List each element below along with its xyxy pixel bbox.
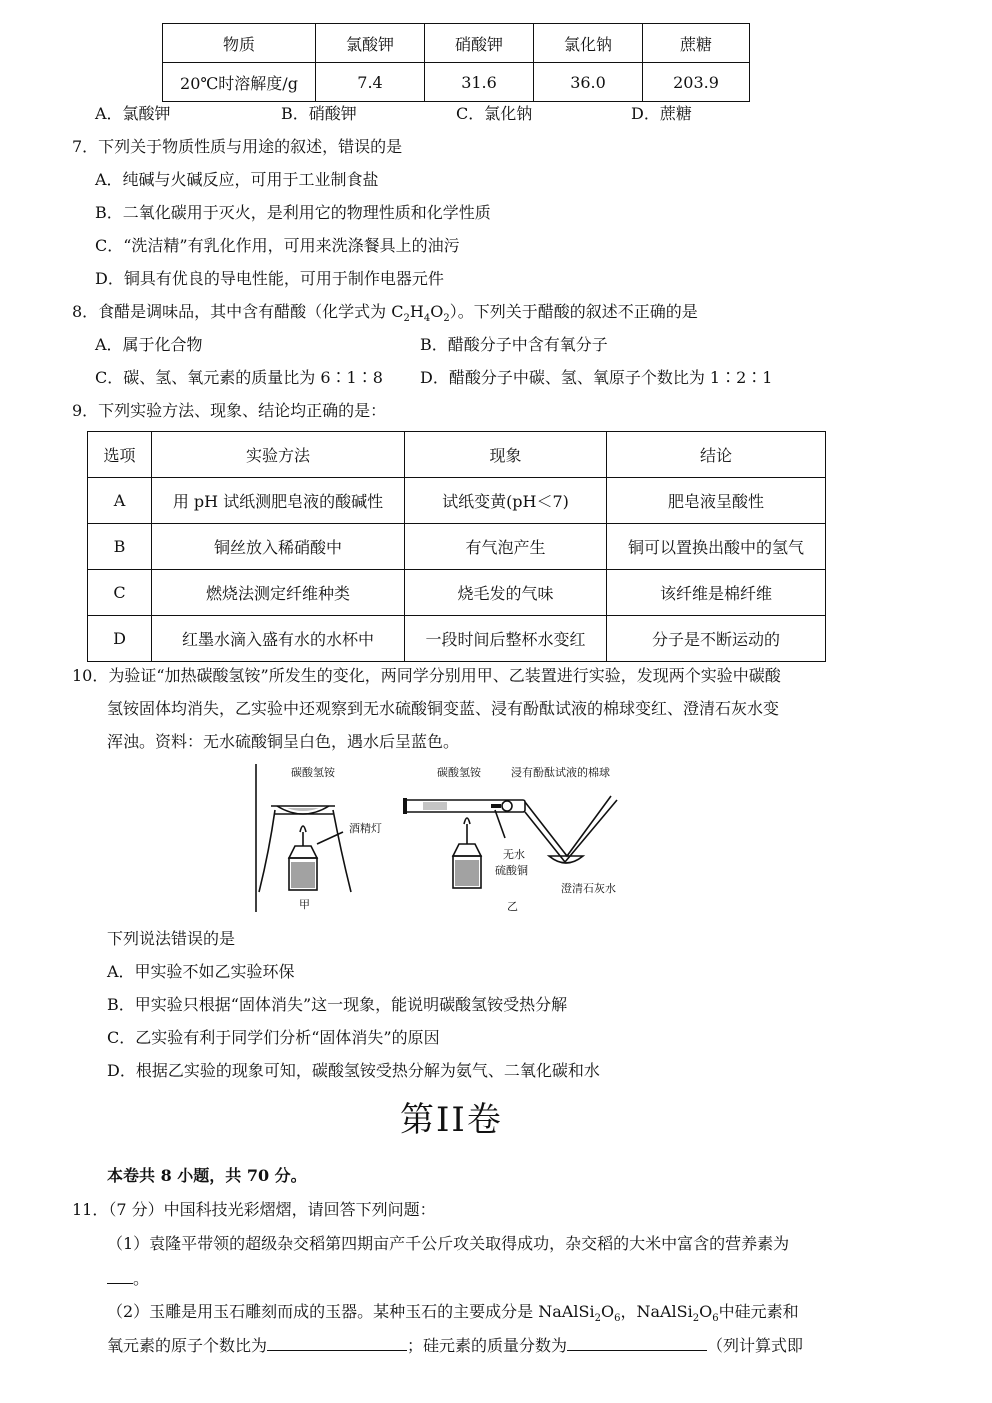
table-cell: D — [88, 616, 152, 662]
lamp-hatch — [291, 862, 315, 888]
table-cell: 31.6 — [425, 63, 534, 102]
table-cell: 烧毛发的气味 — [405, 570, 607, 616]
q11-part2-text: O — [600, 1302, 615, 1321]
table-cell: 铜可以置换出酸中的氢气 — [607, 524, 826, 570]
q11-part1-answer-line — [107, 1266, 149, 1289]
q7-stem: 7．下列关于物质性质与用途的叙述，错误的是 — [72, 137, 403, 156]
table-header: 选项 — [88, 432, 152, 478]
q8-option-b: B．醋酸分子中含有氧分子 — [420, 335, 608, 354]
table-cell: 203.9 — [643, 63, 750, 102]
q11-part2-text: （列计算式即 — [707, 1336, 804, 1355]
table-row — [88, 478, 826, 524]
q8-option-c: C．碳、氢、氧元素的质量比为 6∶1∶8 — [95, 368, 383, 387]
subscript: 2 — [594, 1313, 601, 1325]
q6-option-b: B．硝酸钾 — [281, 104, 357, 123]
table-cell: 肥皂液呈酸性 — [607, 478, 826, 524]
subscript: 2 — [443, 313, 450, 325]
punctuation: 。 — [133, 1269, 150, 1288]
table-row — [88, 524, 826, 570]
label-yi: 乙 — [507, 900, 518, 913]
q10-line3: 浑浊。资料：无水硫酸铜呈白色，遇水后呈蓝色。 — [107, 732, 460, 751]
table-header: 实验方法 — [152, 432, 405, 478]
table-cell: 分子是不断运动的 — [607, 616, 826, 662]
label-nh4hco3-b: 碳酸氢铵 — [437, 766, 481, 779]
label-anhydrous: 无水 — [503, 848, 525, 861]
q9-stem: 9．下列实验方法、现象、结论均正确的是： — [72, 401, 387, 420]
table-cell: 有气泡产生 — [405, 524, 607, 570]
table-row — [163, 24, 750, 63]
q11-part2-text: 氧元素的原子个数比为 — [107, 1336, 268, 1355]
subscript: 2 — [403, 313, 410, 325]
q10-option-a: A．甲实验不如乙实验环保 — [107, 962, 295, 981]
table-cell: C — [88, 570, 152, 616]
table-cell: 红墨水滴入盛有水的水杯中 — [152, 616, 405, 662]
answer-blank[interactable] — [567, 1349, 707, 1351]
q8-option-a: A．属于化合物 — [95, 335, 203, 354]
q10-option-c: C．乙实验有利于同学们分析“固体消失”的原因 — [107, 1028, 440, 1047]
label-nh4hco3-a: 碳酸氢铵 — [291, 766, 335, 779]
q11-part2 — [107, 1299, 799, 1324]
table-header: 蔗糖 — [643, 24, 750, 63]
answer-blank[interactable] — [107, 1282, 133, 1284]
q7-option-a: A．纯碱与火碱反应，可用于工业制食盐 — [95, 170, 379, 189]
subscript: 6 — [712, 1313, 719, 1325]
table-row — [88, 432, 826, 478]
q8-stem-part: 8．食醋是调味品，其中含有醋酸（化学式为 C — [72, 302, 404, 321]
q10-apparatus-figure — [255, 762, 657, 914]
subscript: 4 — [423, 313, 431, 325]
q11-part2-text: O — [699, 1302, 713, 1321]
table-row — [163, 63, 750, 102]
table-cell: 36.0 — [534, 63, 643, 102]
table-cell: B — [88, 524, 152, 570]
table-header: 结论 — [607, 432, 826, 478]
table-header: 现象 — [405, 432, 607, 478]
q6-solubility-table — [162, 23, 750, 102]
q11-part2-line2 — [107, 1333, 803, 1356]
table-cell: 该纤维是棉纤维 — [607, 570, 826, 616]
table-cell: 试纸变黄(pH＜7) — [405, 478, 607, 524]
answer-blank[interactable] — [267, 1349, 407, 1351]
q6-option-c: C．氯化钠 — [456, 104, 533, 123]
table-row — [88, 616, 826, 662]
q7-option-b: B．二氧化碳用于灭火，是利用它的物理性质和化学性质 — [95, 203, 491, 222]
table-cell: A — [88, 478, 152, 524]
q8-stem-part: O — [430, 302, 444, 321]
q7-option-c: C．“洗洁精”有乳化作用，可用来洗涤餐具上的油污 — [95, 236, 460, 255]
table-header: 氯化钠 — [534, 24, 643, 63]
q10-line2: 氢铵固体均消失，乙实验中还观察到无水硫酸铜变蓝、浸有酚酞试液的棉球变红、澄清石灰水变 — [107, 699, 780, 718]
subscript: 6 — [614, 1313, 621, 1325]
table-cell: 燃烧法测定纤维种类 — [152, 570, 405, 616]
q11-part2-text: （2）玉雕是用玉石雕刻而成的玉器。某种玉石的主要成分是 NaAlSi — [107, 1302, 595, 1321]
table-cell: 铜丝放入稀硝酸中 — [152, 524, 405, 570]
label-limewater: 澄清石灰水 — [561, 882, 616, 895]
label-copper-sulfate: 硫酸铜 — [495, 864, 528, 877]
q10-line1: 10．为验证“加热碳酸氢铵”所发生的变化，两同学分别用甲、乙装置进行实验，发现两个实验中碳酸 — [72, 666, 781, 685]
table-header: 硝酸钾 — [425, 24, 534, 63]
q10-option-d: D．根据乙实验的现象可知，碳酸氢铵受热分解为氨气、二氧化碳和水 — [107, 1061, 600, 1080]
section-title: 第II卷 — [400, 1100, 503, 1140]
table-cell: 20℃时溶解度/g — [163, 63, 316, 102]
q11-stem: 11．（7 分）中国科技光彩熠熠，请回答下列问题： — [72, 1200, 436, 1219]
q9-experiment-table — [87, 431, 826, 662]
q10-prompt: 下列说法错误的是 — [107, 929, 236, 948]
q7-option-d: D．铜具有优良的导电性能，可用于制作电器元件 — [95, 269, 444, 288]
label-phenolphthalein-cotton: 浸有酚酞试液的棉球 — [511, 766, 610, 779]
q11-part2-text: ，NaAlSi — [620, 1302, 693, 1321]
q11-part2-text: ；硅元素的质量分数为 — [407, 1336, 568, 1355]
q8-stem-part: H — [409, 302, 424, 321]
subscript: 2 — [692, 1313, 700, 1325]
table-header: 氯酸钾 — [316, 24, 425, 63]
q8-option-d: D．醋酸分子中碳、氢、氧原子个数比为 1∶2∶1 — [420, 368, 773, 387]
table-row — [88, 570, 826, 616]
q8-stem — [72, 299, 698, 324]
q6-option-d: D．蔗糖 — [631, 104, 692, 123]
q11-part1: （1）袁隆平带领的超级杂交稻第四期亩产千公斤攻关取得成功，杂交稻的大米中富含的营养素为 — [107, 1234, 790, 1253]
table-header: 物质 — [163, 24, 316, 63]
label-alcohol-lamp: 酒精灯 — [349, 822, 382, 835]
section-intro: 本卷共 8 小题，共 70 分。 — [107, 1166, 307, 1185]
table-cell: 7.4 — [316, 63, 425, 102]
table-cell: 一段时间后整杯水变红 — [405, 616, 607, 662]
q8-stem-part: ）。下列关于醋酸的叙述不正确的是 — [449, 302, 698, 321]
q6-option-a: A．氯酸钾 — [95, 104, 171, 123]
q10-option-b: B．甲实验只根据“固体消失”这一现象，能说明碳酸氢铵受热分解 — [107, 995, 568, 1014]
q11-part2-text: 中硅元素和 — [718, 1302, 799, 1321]
label-jia: 甲 — [299, 898, 310, 911]
lamp-hatch — [455, 860, 479, 886]
table-cell: 用 pH 试纸测肥皂液的酸碱性 — [152, 478, 405, 524]
